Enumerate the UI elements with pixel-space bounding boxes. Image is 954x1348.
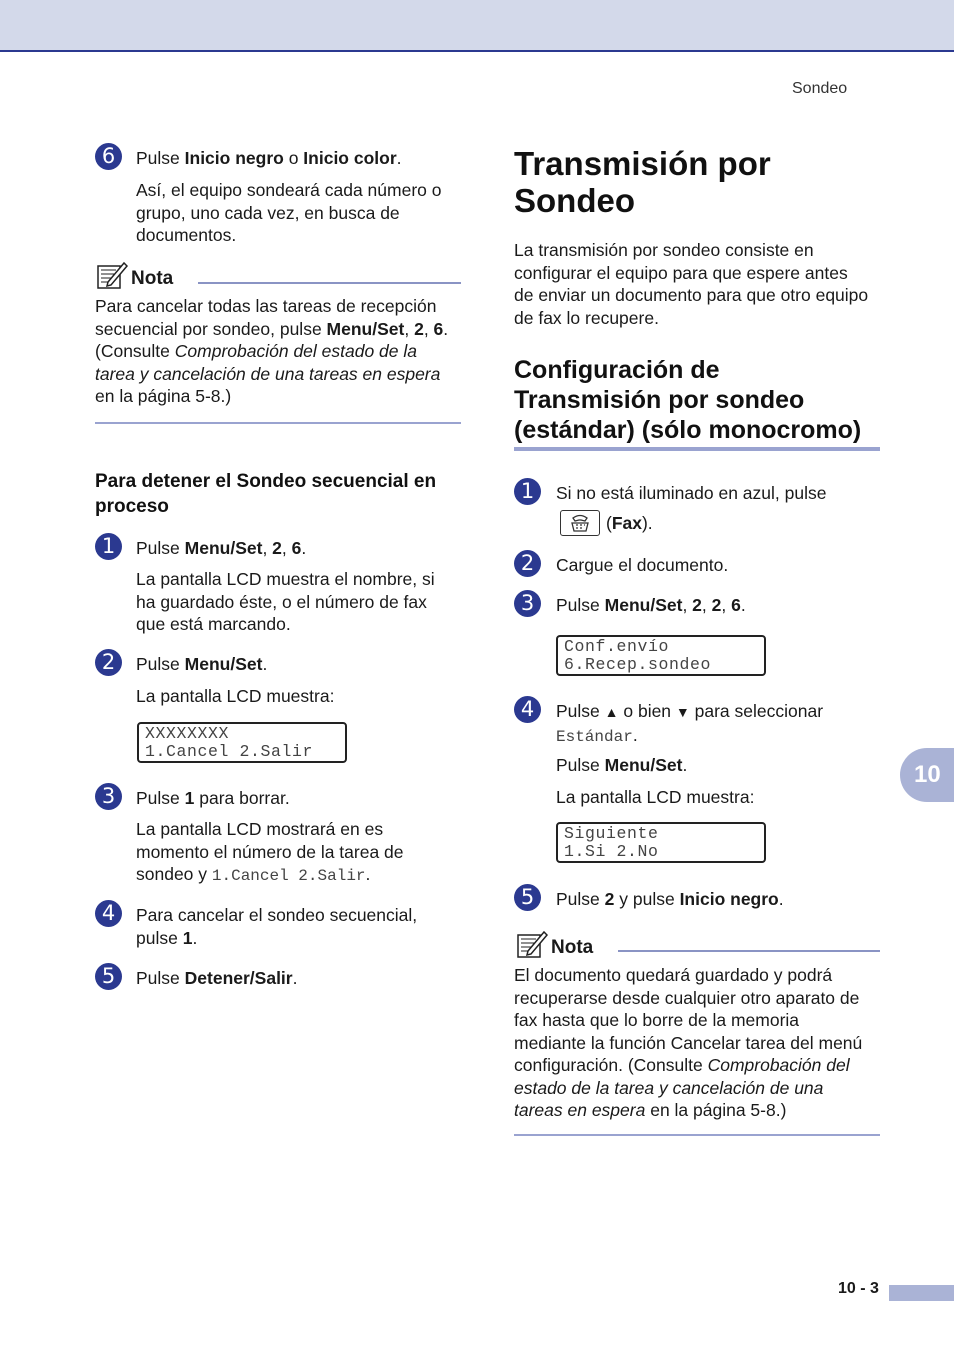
heading-rule [514, 447, 880, 451]
note-label: Nota [131, 268, 174, 289]
note-pencil-icon [516, 929, 548, 959]
step-number: 6 [95, 143, 122, 170]
step-4 [514, 696, 541, 723]
step-4-line3: Pulse Menu/Set. [556, 755, 688, 775]
step-4-option: Estándar. [556, 725, 638, 746]
page-title: Transmisión por Sondeo [514, 145, 771, 219]
page-number: 10 - 3 [838, 1280, 879, 1297]
lcd-display: Conf.envío 6.Recep.sondeo [556, 635, 766, 676]
note-header [96, 260, 173, 290]
stop-step-1 [95, 533, 122, 560]
note-end-rule [95, 422, 461, 424]
stop-step-5-text: Pulse Detener/Salir. [136, 968, 298, 988]
step-4-paragraph: La pantalla LCD muestra: [556, 787, 755, 807]
step-4-text: Pulse ▲ o bien ▼ para seleccionar [556, 701, 824, 721]
subheading: Para detener el Sondeo secuencial en proceso [95, 471, 437, 517]
fax-icon [560, 510, 600, 536]
step-number: 5 [514, 884, 541, 911]
step-number: 1 [514, 478, 541, 505]
step-number: 2 [514, 550, 541, 577]
note-body: Para cancelar todas las tareas de recepción secuencial por sondeo, pulse Menu/Set, 2, 6. (Consulte Comprobación del estado de la tarea y cancelación de una tareas en espera en la página 5-8.) [95, 296, 449, 406]
note-end-rule [514, 1134, 880, 1136]
step-5-text: Pulse 2 y pulse Inicio negro. [556, 889, 784, 909]
step-1-text: Si no está iluminado en azul, pulse [556, 483, 827, 503]
step-number: 4 [514, 696, 541, 723]
step-3-text: Pulse Menu/Set, 2, 2, 6. [556, 595, 746, 615]
down-arrow-icon: ▼ [675, 704, 690, 720]
stop-step-5 [95, 963, 122, 990]
stop-step-4 [95, 900, 122, 927]
step-1 [514, 478, 541, 505]
stop-step-3-text: Pulse 1 para borrar. [136, 788, 290, 808]
step-6-text: Pulse Inicio negro o Inicio color. [136, 148, 402, 168]
stop-step-1-text: Pulse Menu/Set, 2, 6. [136, 538, 307, 558]
step-number: 3 [95, 783, 122, 810]
step-number: 5 [95, 963, 122, 990]
step-1-fax-line: ( Fax ). [556, 510, 653, 536]
stop-step-2-text: Pulse Menu/Set. [136, 654, 268, 674]
section-heading: Configuración de Transmisión por sondeo (estándar) (sólo monocromo) [514, 356, 862, 444]
chapter-tab: 10 [900, 748, 954, 802]
lcd-display: Siguiente 1.Si 2.No [556, 822, 766, 863]
intro-paragraph: La transmisión por sondeo consiste en configurar el equipo para que espere antes de enviar un documento para que otro equipo de fax lo recupere. [514, 240, 869, 328]
note-line [198, 282, 461, 284]
step-2 [514, 550, 541, 577]
step-5 [514, 884, 541, 911]
note-header [516, 929, 593, 959]
step-2-text: Cargue el documento. [556, 555, 729, 575]
note-line [618, 950, 880, 952]
note-body: El documento quedará guardado y podrá recuperarse desde cualquier otro aparato de fax hasta que lo borre de la memoria mediante la función Cancelar tarea del menú configuración. (Consulte Comprobación del estado de la tarea y cancelación de una tareas en espera en la página 5-8.) [514, 965, 863, 1120]
stop-step-4-text: Para cancelar el sondeo secuencial, pulse 1. [136, 905, 418, 948]
stop-step-3 [95, 783, 122, 810]
step-number: 3 [514, 590, 541, 617]
stop-step-3-paragraph: La pantalla LCD mostrará en es momento el número de la tarea de sondeo y 1.Cancel 2.Salir. [136, 819, 404, 885]
up-arrow-icon: ▲ [604, 704, 619, 720]
running-header: Sondeo [792, 80, 848, 97]
step-number: 1 [95, 533, 122, 560]
step-6 [95, 143, 122, 170]
step-6-paragraph: Así, el equipo sondeará cada número o grupo, uno cada vez, en busca de documentos. [136, 180, 442, 245]
stop-step-2 [95, 649, 122, 676]
step-3 [514, 590, 541, 617]
stop-step-2-paragraph: La pantalla LCD muestra: [136, 686, 335, 706]
note-label: Nota [551, 937, 594, 958]
page-number-bar [889, 1285, 954, 1301]
top-banner [0, 0, 954, 52]
stop-step-1-paragraph: La pantalla LCD muestra el nombre, si ha guardado éste, o el número de fax que está marcando. [136, 569, 435, 634]
note-pencil-icon [96, 260, 128, 290]
step-number: 2 [95, 649, 122, 676]
step-number: 4 [95, 900, 122, 927]
lcd-display: XXXXXXXX 1.Cancel 2.Salir [137, 722, 347, 763]
